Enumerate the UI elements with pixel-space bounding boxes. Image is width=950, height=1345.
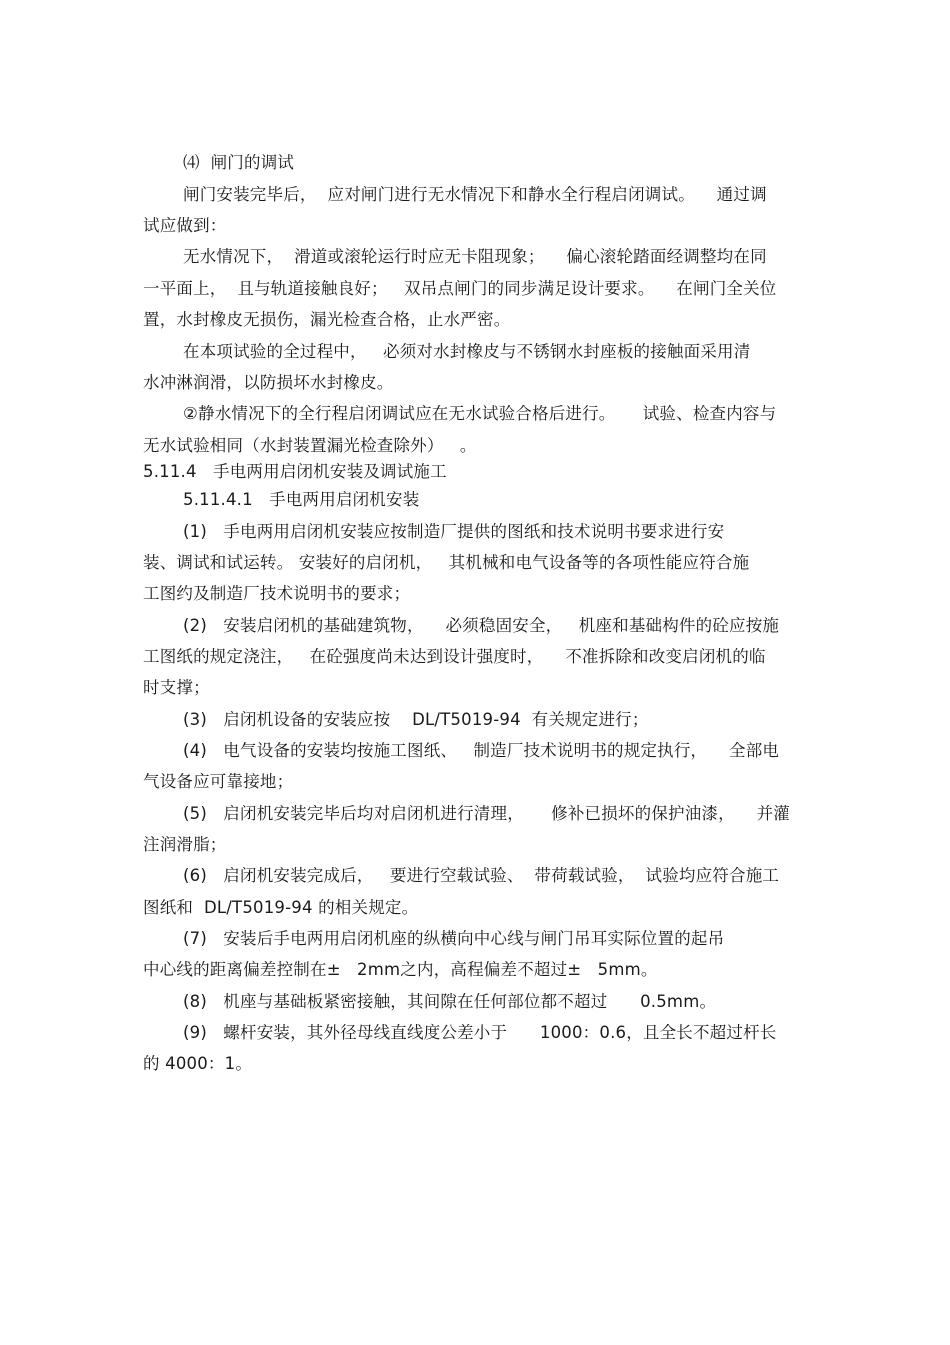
text-line: 时支撑； — [143, 678, 210, 697]
text-line: 工图约及制造厂技术说明书的要求； — [143, 584, 411, 603]
text-line: (2) 安装启闭机的基础建筑物， 必须稳固安全， 机座和基础构件的砼应按施 — [183, 616, 780, 635]
text-line: (1) 手电两用启闭机安装应按制造厂提供的图纸和技术说明书要求进行安 — [183, 522, 725, 541]
text-line: 的 4000：1。 — [143, 1054, 253, 1073]
text-line: (4) 电气设备的安装均按施工图纸、 制造厂技术说明书的规定执行， 全部电 — [183, 741, 780, 760]
text-line: 气设备应可靠接地； — [143, 772, 294, 791]
text-line: 注润滑脂； — [143, 835, 227, 854]
text-line: 水冲淋润滑，以防损坏水封橡皮。 — [143, 373, 394, 392]
text-line: 装、调试和试运转。 安装好的启闭机， 其机械和电气设备等的各项性能应符合施 — [143, 553, 750, 572]
text-line: 闸门安装完毕后， 应对闸门进行无水情况下和静水全行程启闭调试。 通过调 — [183, 185, 767, 204]
text-line: 无水试验相同（水封装置漏光检查除外） 。 — [143, 436, 477, 455]
text-line: ②静水情况下的全行程启闭调试应在无水试验合格后进行。 试验、检查内容与 — [183, 404, 777, 423]
text-line: (3) 启闭机设备的安装应按 DL/T5019-94 有关规定进行； — [183, 710, 649, 729]
text-line: 一平面上， 且与轨道接触良好； 双吊点闸门的同步满足设计要求。 在闸门全关位 — [143, 279, 777, 298]
section-heading-5-11-4: 5.11.4 手电两用启闭机安装及调试施工 — [143, 462, 447, 481]
text-line: 工图纸的规定浇注， 在砼强度尚未达到设计强度时， 不准拆除和改变启闭机的临 — [143, 647, 766, 666]
text-line: 无水情况下， 滑道或滚轮运行时应无卡阻现象； 偏心滚轮踏面经调整均在同 — [183, 247, 767, 266]
text-line: 置，水封橡皮无损伤，漏光检查合格，止水严密。 — [143, 310, 511, 329]
text-line: (6) 启闭机安装完成后， 要进行空载试验、 带荷载试验， 试验均应符合施工 — [183, 866, 780, 885]
text-line: 试应做到： — [143, 216, 227, 235]
text-line: (9) 螺杆安装，其外径母线直线度公差小于 1000：0.6，且全长不超过杆长 — [183, 1023, 777, 1042]
text-line: (7) 安装后手电两用启闭机座的纵横向中心线与闸门吊耳实际位置的起吊 — [183, 929, 725, 948]
text-line: 图纸和 DL/T5019-94 的相关规定。 — [143, 898, 419, 917]
text-line: 在本项试验的全过程中， 必须对水封橡皮与不锈钢水封座板的接触面采用清 — [183, 342, 751, 361]
subsection-heading-5-11-4-1: 5.11.4.1 手电两用启闭机安装 — [183, 490, 420, 509]
text-line: 中心线的距离偏差控制在± 2mm之内，高程偏差不超过± 5mm。 — [143, 960, 658, 979]
text-line: (8) 机座与基础板紧密接触，其间隙在任何部位都不超过 0.5mm。 — [183, 992, 717, 1011]
section-heading-gate-debugging: ⑷ 闸门的调试 — [183, 153, 295, 172]
text-line: (5) 启闭机安装完毕后均对启闭机进行清理， 修补已损坏的保护油漆， 并灌 — [183, 804, 791, 823]
